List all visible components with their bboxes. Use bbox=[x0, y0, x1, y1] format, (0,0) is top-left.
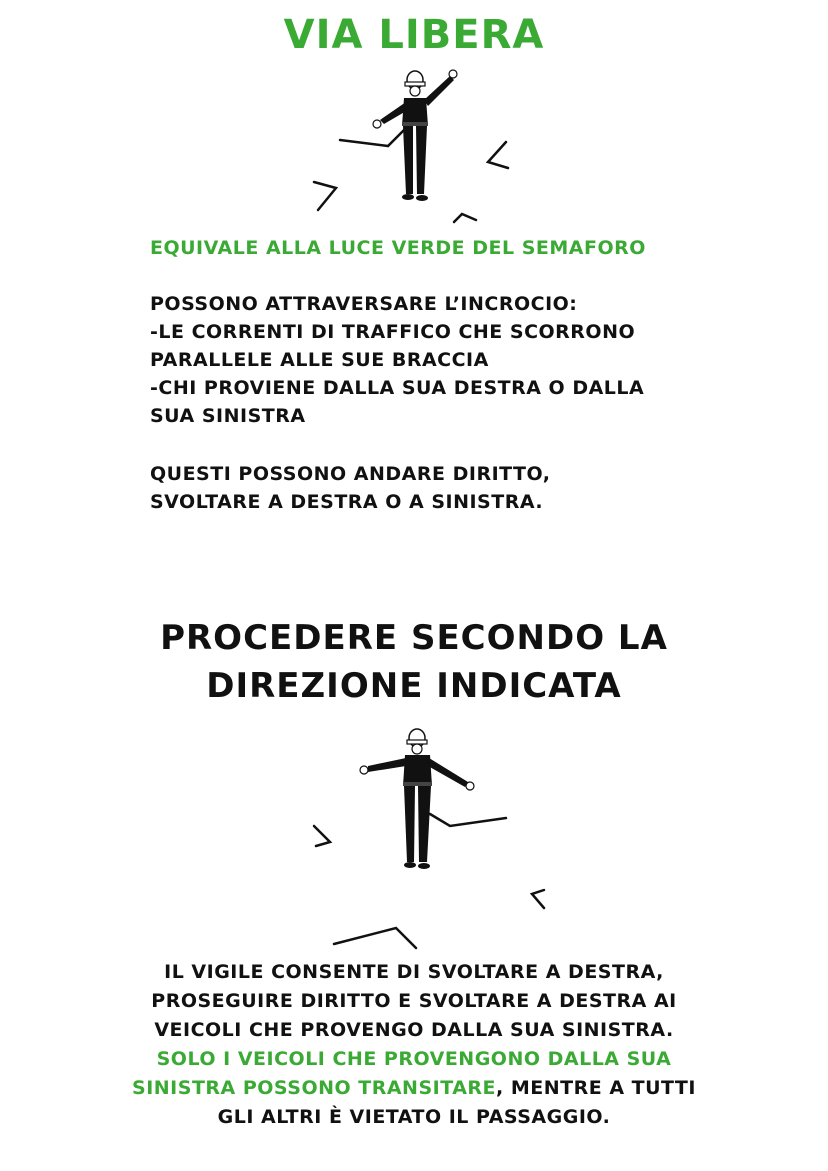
section2-title bbox=[0, 614, 828, 710]
text-line: -LE CORRENTI DI TRAFFICO CHE SCORRONO bbox=[150, 321, 636, 343]
text-line: QUESTI POSSONO ANDARE DIRITTO, bbox=[150, 463, 551, 485]
text-line: IL VIGILE CONSENTE DI SVOLTARE A DESTRA, bbox=[164, 961, 664, 983]
section1-paragraph-1 bbox=[150, 290, 644, 430]
section1-paragraph-2 bbox=[150, 460, 550, 516]
highlight-text-line: SOLO I VEICOLI CHE PROVENGONO DALLA SUA bbox=[156, 1048, 672, 1070]
highlight-text: SINISTRA POSSONO TRANSITARE bbox=[132, 1077, 497, 1099]
section1-subtitle: EQUIVALE ALLA LUCE VERDE DEL SEMAFORO bbox=[150, 237, 646, 259]
text-line: PROSEGUIRE DIRITTO E SVOLTARE A DESTRA AI bbox=[151, 990, 677, 1012]
text-line: SUA SINISTRA bbox=[150, 405, 306, 427]
text-segment: , MENTRE A TUTTI bbox=[496, 1077, 696, 1099]
text-line: -CHI PROVIENE DALLA SUA DESTRA O DALLA bbox=[150, 377, 645, 399]
traffic-officer-illustration-1 bbox=[300, 62, 540, 232]
traffic-officer-illustration-2 bbox=[300, 722, 560, 952]
section1-title: VIA LIBERA bbox=[283, 12, 545, 58]
text-line: GLI ALTRI È VIETATO IL PASSAGGIO. bbox=[217, 1106, 611, 1128]
section2-description bbox=[0, 958, 828, 1132]
section2-title-line: DIREZIONE INDICATA bbox=[206, 666, 622, 706]
text-line: VEICOLI CHE PROVENGO DALLA SUA SINISTRA. bbox=[154, 1019, 674, 1041]
section2-title-line: PROCEDERE SECONDO LA bbox=[160, 618, 668, 658]
text-line: POSSONO ATTRAVERSARE L’INCROCIO: bbox=[150, 293, 578, 315]
text-line: PARALLELE ALLE SUE BRACCIA bbox=[150, 349, 489, 371]
text-line: SVOLTARE A DESTRA O A SINISTRA. bbox=[150, 491, 544, 513]
mixed-text-line bbox=[0, 1074, 828, 1103]
